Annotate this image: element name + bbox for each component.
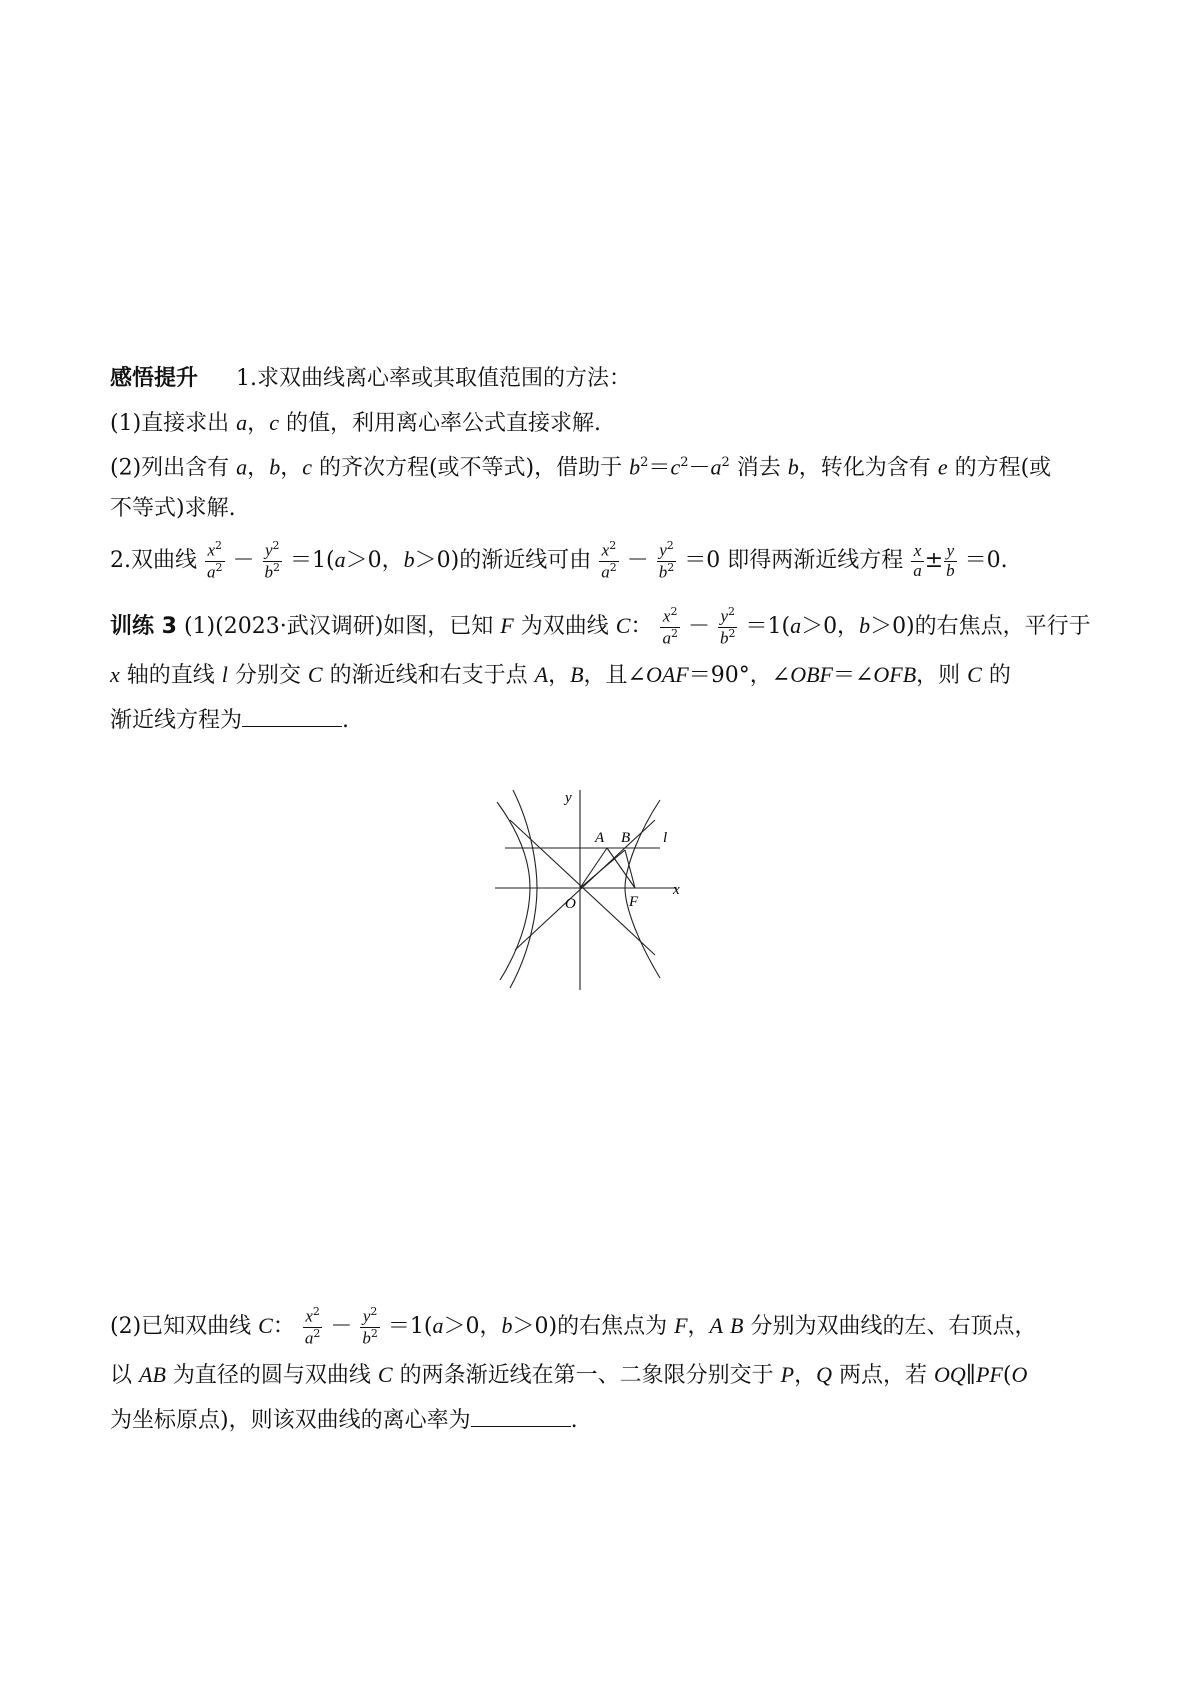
- label-y: y: [565, 790, 572, 806]
- fraction-x2-a2: $\frac{x^2}{a^2}$: [304, 1305, 321, 1348]
- exercise-label: 训练 3: [110, 614, 177, 639]
- fraction-x-a: $\frac{x}{a}$: [913, 540, 922, 580]
- fraction-x2-a2: $\frac{x^2}{a^2}$: [207, 539, 223, 582]
- summary-item-1: (1)直接求出 a，c 的值，利用离心率公式直接求解.: [110, 410, 601, 436]
- label-F: F: [629, 894, 639, 910]
- exercise-1-line-2: x 轴的直线 l 分别交 C 的渐近线和右支于点 A，B，且∠OAF＝90°，∠OBF＝∠OFB，则 C 的: [110, 662, 1011, 688]
- exercise-1-line-1: 训练 3 (1)(2023·武汉调研)如图，已知 F 为双曲线 C： $\frac{x^2}{a^2}$ － $\frac{y^2}{b^2}$ ＝1(a＞0，b＞0)的右焦点，平行于: [110, 605, 1091, 648]
- summary-line-1: [110, 368, 631, 390]
- summary-item-2: (2)列出含有 a，b，c 的齐次方程(或不等式)，借助于 $b^2=c^2-a^2$ 消去 b，转化为含有 e 的方程(或: [110, 454, 1052, 481]
- exercise-2-line-1: (2)已知双曲线 C： $\frac{x^2}{a^2}$ － $\frac{y^2}{b^2}$ ＝1(a＞0，b＞0)的右焦点为 F，A B 分别为双曲线的左、右顶点，: [110, 1305, 1037, 1348]
- hyperbola-left-branch: [510, 790, 537, 988]
- fraction-y-b: $\frac{y}{b}$: [946, 540, 955, 580]
- exercise-1-line-3: 渐近线方程为 .: [110, 708, 350, 733]
- segment-OB: [580, 850, 625, 888]
- label-x: x: [673, 882, 680, 898]
- hyperbola-right-branch: [625, 800, 660, 978]
- segment-BF: [625, 850, 635, 888]
- label-B: B: [621, 830, 631, 846]
- exercise-2-line-2: 以 AB 为直径的圆与双曲线 C 的两条渐近线在第一、二象限分别交于 P，Q 两点，若 OQ∥PF(O: [110, 1362, 1028, 1388]
- answer-blank[interactable]: [242, 708, 342, 727]
- exercise-2-line-3: 为坐标原点)，则该双曲线的离心率为 .: [110, 1408, 578, 1433]
- fraction-x2-a2: $\frac{x^2}{a^2}$: [662, 605, 678, 648]
- fraction-x2-a2: $\frac{x^2}{a^2}$: [601, 539, 617, 582]
- fraction-y2-b2: $\frac{y^2}{b^2}$: [658, 539, 675, 582]
- summary-heading: 感悟提升: [110, 366, 199, 391]
- label-O: O: [565, 896, 576, 912]
- fraction-y2-b2: $\frac{y^2}{b^2}$: [264, 539, 281, 582]
- fraction-y2-b2: $\frac{y^2}{b^2}$: [719, 605, 736, 648]
- answer-blank[interactable]: [471, 1408, 571, 1427]
- fraction-y2-b2: $\frac{y^2}{b^2}$: [362, 1305, 378, 1348]
- label-A: A: [595, 830, 605, 846]
- summary-item-2-cont: 不等式)求解.: [110, 496, 236, 521]
- summary-point-2: 2.双曲线 $\frac{x^2}{a^2}$ － $\frac{y^2}{b^2}$ ＝1(a＞0，b＞0)的渐近线可由 $\frac{x^2}{a^2}$ － $\frac{y^2}{b^2}$ ＝0 即得两渐近线方程 $\frac{x}{a}$ ± $\frac{y}{b}$ ＝0.: [110, 539, 1008, 582]
- label-l: l: [663, 830, 668, 846]
- summary-point-1: 1.求双曲线离心率或其取值范围的方法：: [236, 366, 632, 391]
- hyperbola-figure: [495, 790, 705, 990]
